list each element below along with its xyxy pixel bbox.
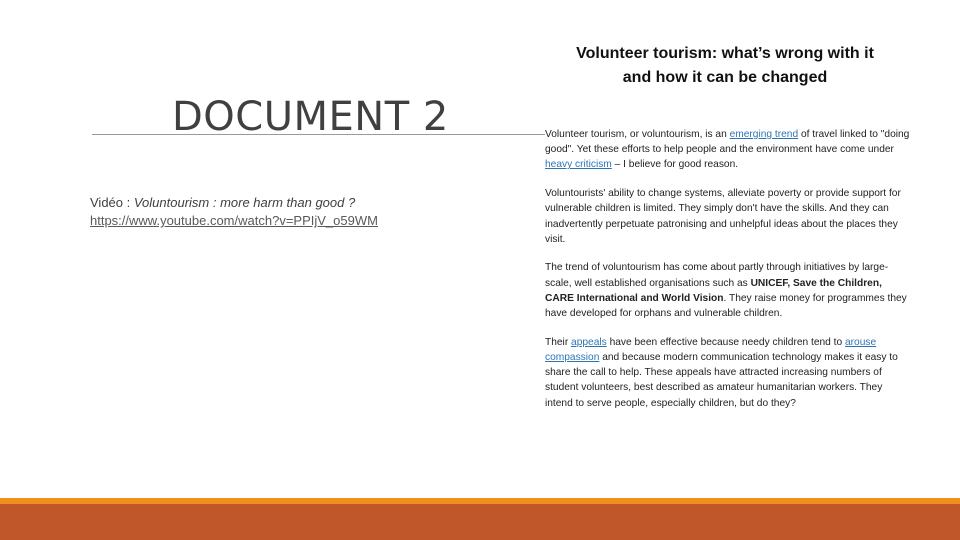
organisations-bold: UNICEF, Save the Children, CARE International and World Vision bbox=[545, 277, 882, 304]
text-span: The trend of voluntourism has come about partly through initiatives by large-scale, well established organisations such as bbox=[545, 262, 889, 289]
text-span: – I believe for good reason. bbox=[611, 159, 739, 171]
article-body bbox=[545, 127, 910, 424]
video-reference bbox=[90, 194, 378, 230]
article-title-line-1: Volunteer tourism: what’s wrong with it bbox=[576, 45, 874, 62]
arouse-compassion-link[interactable]: arouse compassion bbox=[545, 336, 877, 363]
text-span: of travel linked to "doing good". Yet these efforts to help people and the environment have come under bbox=[545, 129, 910, 156]
heavy-criticism-link[interactable]: heavy criticism bbox=[545, 159, 612, 171]
emerging-trend-link[interactable]: emerging trend bbox=[729, 129, 799, 140]
text-span: . They raise money for programmes they have developed for orphans and vulnerable children. bbox=[545, 292, 907, 320]
paragraph-3 bbox=[545, 260, 910, 321]
text-span: Volunteer tourism, or voluntourism, is an bbox=[545, 129, 730, 140]
video-title: Voluntourism : more harm than good ? bbox=[133, 195, 356, 210]
footer-bar bbox=[0, 504, 960, 540]
appeals-link[interactable]: appeals bbox=[571, 336, 607, 348]
article-title-line-2: and how it can be changed bbox=[622, 69, 828, 86]
article-title bbox=[540, 42, 910, 90]
video-caption bbox=[90, 194, 378, 212]
text-span: Their bbox=[545, 336, 572, 348]
page-title: DOCUMENT 2 bbox=[172, 94, 449, 140]
text-span: and because modern communication technology makes it easy to share the call to help. These appeals have attracted increasing numbers of student volunteers, best described as amateur humanitarian workers. They intend to serve people, especially children, but do they? bbox=[545, 351, 898, 409]
paragraph-1 bbox=[545, 127, 910, 173]
video-prefix: Vidéo : bbox=[90, 195, 134, 210]
paragraph-4 bbox=[545, 335, 910, 411]
video-link[interactable]: https://www.youtube.com/watch?v=PPIjV_o59WM bbox=[90, 213, 378, 228]
paragraph-2: Voluntourists' ability to change systems, alleviate poverty or provide support for vulnerable children is limited. They simply don't have the skills. And they can inadvertently perpetuate patronising and unhelpful ideas about the places they visit. bbox=[545, 188, 901, 245]
text-span: have been effective because needy children tend to bbox=[606, 336, 845, 348]
